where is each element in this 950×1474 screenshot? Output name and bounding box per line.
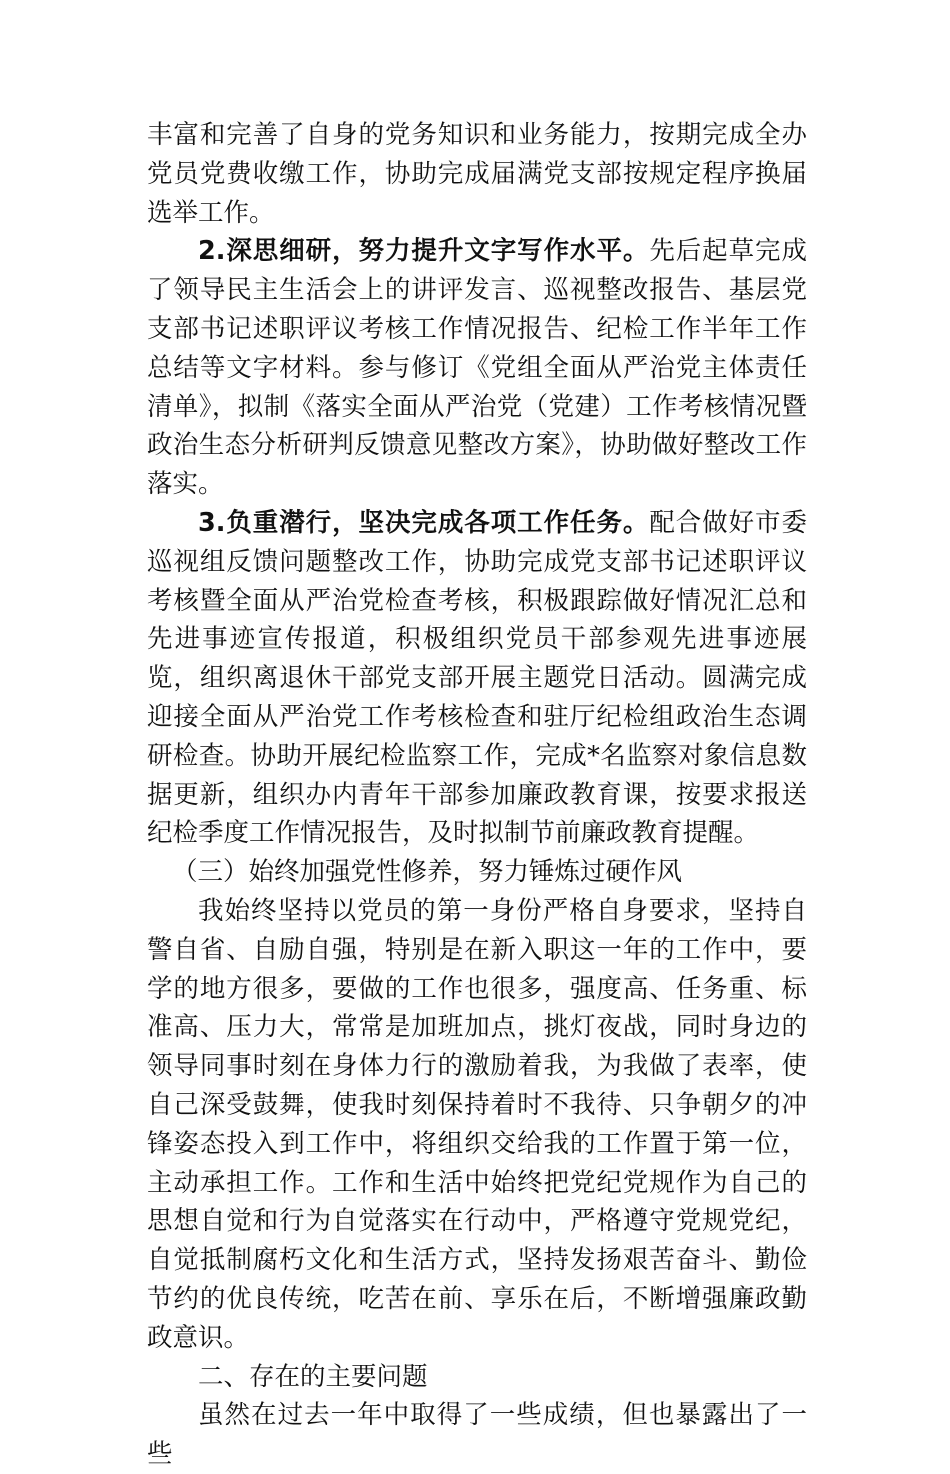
paragraph-continuation xyxy=(147,116,807,232)
paragraph-text: 配合做好市委巡视组反馈问题整改工作，协助完成党支部书记述职评议考核暨全面从严治党检查考核，积极跟踪做好情况汇总和先进事迹宣传报道，积极组织党员干部参观先进事迹展览，组织离退休干部党支部开展主题党日活动。圆满完成迎接全面从严治党工作考核检查和驻厅纪检组政治生态调研检查。协助开展纪检监察工作，完成*名监察对象信息数据更新，组织办内青年干部参加廉政教育课，按要求报送纪检季度工作情况报告，及时拟制节前廉政教育提醒。 xyxy=(147,507,807,849)
paragraph-work-tasks xyxy=(147,504,807,853)
paragraph-problems-intro: 虽然在过去一年中取得了一些成绩，但也暴露出了一些 xyxy=(147,1400,807,1470)
paragraph-text: 丰富和完善了自身的党务知识和业务能力，按期完成全办党员党费收缴工作，协助完成届满党支部按规定程序换届选举工作。 xyxy=(147,120,807,228)
subsection-heading: （三）始终加强党性修养，努力锤炼过硬作风 xyxy=(172,857,683,888)
paragraph-text: 先后起草完成了领导民主生活会上的讲评发言、巡视整改报告、基层党支部书记述职评议考核工作情况报告、纪检工作半年工作总结等文字材料。参与修订《党组全面从严治党主体责任清单》，拟制《落实全面从严治党（党建）工作考核情况暨政治生态分析研判反馈意见整改方案》，协助做好整改工作落实。 xyxy=(147,236,807,500)
paragraph-party-cultivation: 我始终坚持以党员的第一身份严格自身要求，坚持自警自省、自励自强，特别是在新入职这一年的工作中，要学的地方很多，要做的工作也很多，强度高、任务重、标准高、压力大，常常是加班加点，挑灯夜战，同时身边的领导同事时刻在身体力行的激励着我，为我做了表率，使自己深受鼓舞，使我时刻保持着时不我待、只争朝夕的冲锋姿态投入到工作中，将组织交给我的工作置于第一位，主动承担工作。工作和生活中始终把党纪党规作为自己的思想自觉和行为自觉落实在行动中，严格遵守党规党纪，自觉抵制腐朽文化和生活方式，坚持发扬艰苦奋斗、勤俭节约的优良传统，吃苦在前、享乐在后，不断增强廉政勤政意识。 xyxy=(147,895,807,1353)
paragraph-lead: 2.深思细研，努力提升文字写作水平。 xyxy=(198,236,650,267)
section-heading: 二、存在的主要问题 xyxy=(198,1361,428,1392)
document-body xyxy=(147,116,807,1474)
paragraph-writing-skills xyxy=(147,232,807,504)
paragraph-lead: 3.负重潜行，坚决完成各项工作任务。 xyxy=(198,507,650,538)
